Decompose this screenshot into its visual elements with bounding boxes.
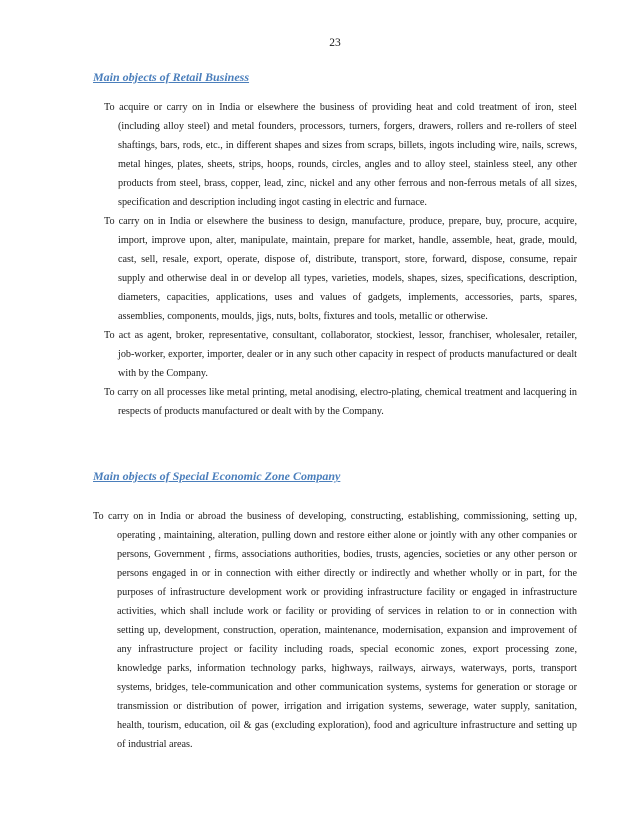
retail-paragraph-4: To carry on all processes like metal printing, metal anodising, electro-plating, chemical treatment and lacquering in respects of products manufactured or dealt with by the Company. — [104, 387, 577, 417]
page-number: 23 — [329, 37, 341, 49]
retail-paragraph-1: To acquire or carry on in India or elsewhere the business of providing heat and cold treatment of iron, steel (including alloy steel) and metal founders, processors, turners, forgers, drawers, rollers and re-rollers of steel shaftings, bars, rods, etc., in different shapes and sizes from scraps, billets, ingots including wire, nails, screws, metal hinges, plates, sheets, strips, hoops, rounds, circles, angles and to alloy steel, stainless steel, any other products from steel, brass, copper, lead, zinc, nickel and any other ferrous and non-ferrous metals of all sizes, specification and description including ingot casting in electric and furnace. — [104, 102, 577, 208]
retail-paragraph-3: To act as agent, broker, representative, consultant, collaborator, stockiest, lessor, franchiser, wholesaler, retailer, job-worker, exporter, importer, dealer or in any such other capacity in respect of products manufactured or dealt with by the Company. — [104, 330, 577, 379]
section-heading-sez-company: Main objects of Special Economic Zone Company — [93, 469, 341, 483]
sez-paragraph-1: To carry on in India or abroad the business of developing, constructing, establishing, commissioning, setting up, operating , maintaining, alteration, pulling down and restore either alone or jointly with any other companies or persons, Government , firms, associations authorities, bodies, trusts, agencies, societies or any other person or persons engaged in or in connection with either directly or indirectly and whether wholly or in part, for the purposes of infrastructure development work or providing infrastructure facility or engaged in infrastructure activities, which shall include work or facility or providing of services in relation to or in connection with setting up, development, construction, operation, maintenance, modernisation, expansion and improvement of any infrastructure project or facility including roads, special economic zones, export processing zone, knowledge parks, information technology parks, highways, railways, airways, waterways, ports, transport systems, bridges, tele-communication and other communication systems, systems for generation or storage or transmission or distribution of power, irrigation and irrigation systems, sewerage, water supply, sanitation, health, tourism, education, oil & gas (excluding exploration), food and agriculture infrastructure and setting up of industrial areas. — [93, 511, 577, 750]
section-heading-retail-business: Main objects of Retail Business — [93, 70, 250, 84]
retail-paragraph-2: To carry on in India or elsewhere the business to design, manufacture, produce, prepare, buy, procure, acquire, import, improve upon, alter, manipulate, maintain, prepare for market, handle, assemble, heat, grade, mould, cast, sell, resale, export, operate, dispose of, distribute, transport, store, forward, dispose, consume, repair supply and otherwise deal in or develop all types, varieties, models, shapes, sizes, specifications, description, diameters, capacities, applications, uses and values of gadgets, implements, accessories, parts, spares, assemblies, components, moulds, jigs, nuts, bolts, fixtures and tools, metallic or otherwise. — [104, 216, 577, 322]
